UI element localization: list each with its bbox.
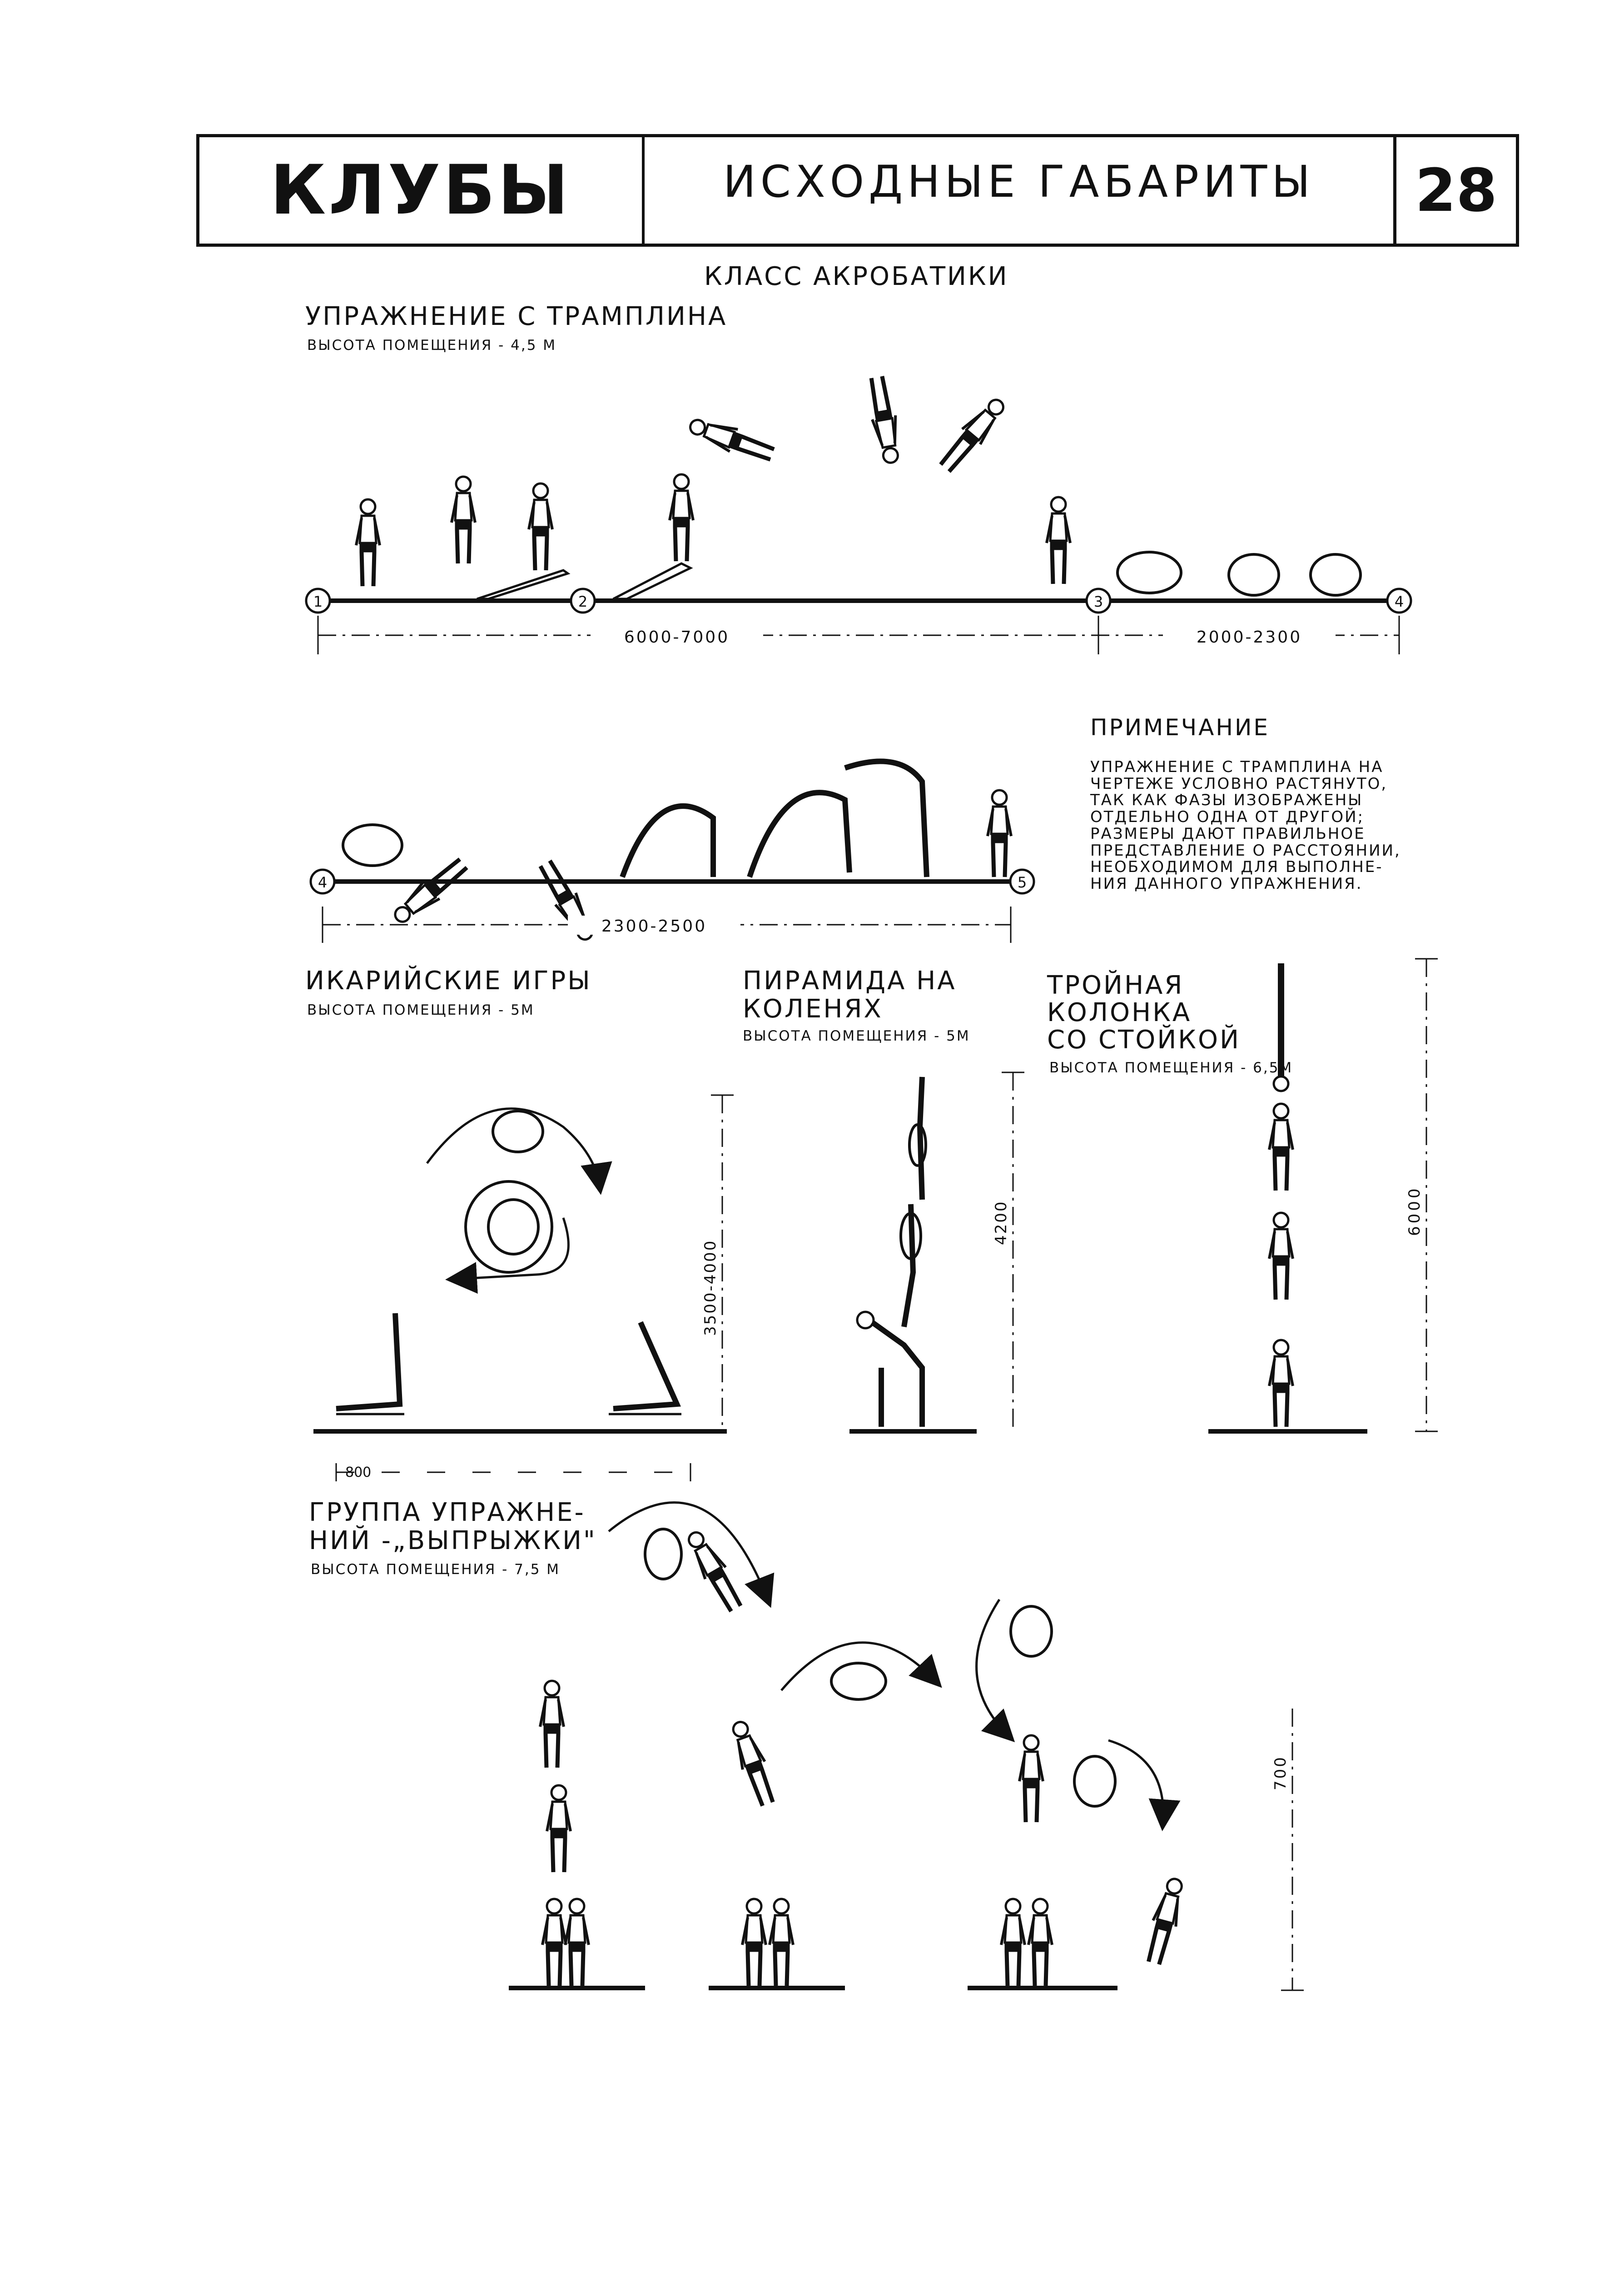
acrobat-figure	[1117, 552, 1181, 593]
acrobat-figure	[1001, 1899, 1025, 1986]
pyramid-title-1: ПИРАМИДА НА	[743, 966, 957, 996]
acrobat-figure	[904, 1204, 913, 1327]
acrobat-figure	[750, 792, 849, 877]
acrobat-figure	[542, 1899, 566, 1986]
dim-label: 4200	[992, 1200, 1010, 1245]
page-number: 28	[1415, 156, 1497, 225]
acrobat-figure	[389, 854, 471, 928]
marker-label: 1	[313, 593, 323, 610]
acrobat-figure	[565, 1899, 589, 1986]
acrobat-figure	[645, 1529, 681, 1579]
acrobat-figure	[857, 1312, 874, 1328]
acrobat-figure	[1047, 497, 1070, 584]
springboard	[477, 570, 568, 599]
acrobat-figure	[488, 1200, 538, 1254]
pyramid-labels	[992, 1200, 1010, 1245]
note-line: РАЗМЕРЫ ДАЮТ ПРАВИЛЬНОЕ	[1090, 824, 1366, 843]
column-height: ВЫСОТА ПОМЕЩЕНИЯ - 6,5М	[1049, 1060, 1293, 1076]
acrobat-figure	[1142, 1876, 1188, 1966]
acrobat-figure	[529, 483, 552, 570]
acrobat-figure	[1274, 1076, 1288, 1091]
acrobat-figure	[1019, 1735, 1043, 1822]
icarian-diagram	[313, 1095, 734, 1481]
dim-label: 6000	[1405, 1186, 1424, 1236]
motion-arrow	[427, 1109, 600, 1186]
note-line: НИЯ ДАННОГО УПРАЖНЕНИЯ.	[1090, 875, 1363, 893]
acrobat-figure	[727, 1719, 779, 1808]
note-title: ПРИМЕЧАНИЕ	[1090, 714, 1270, 741]
note-line: ЧЕРТЕЖЕ УСЛОВНО РАСТЯНУТО,	[1090, 774, 1388, 793]
column-labels	[1405, 1186, 1424, 1236]
marker-label: 4	[318, 874, 328, 891]
note-line: ОТДЕЛЬНО ОДНА ОТ ДРУГОЙ;	[1090, 808, 1365, 827]
acrobat-figure	[988, 790, 1011, 877]
acrobat-figure	[1269, 1213, 1293, 1300]
header-title: КЛУБЫ	[270, 151, 571, 230]
dim-label: 2300-2500	[601, 917, 707, 936]
motion-arrow	[1108, 1740, 1163, 1822]
trampoline-title: УПРАЖНЕНИЕ С ТРАМПЛИНА	[305, 302, 728, 331]
dim-label: 700	[1271, 1755, 1290, 1790]
marker-label: 3	[1093, 593, 1103, 610]
icarian-height: ВЫСОТА ПОМЕЩЕНИЯ - 5М	[307, 1002, 535, 1018]
jumps-title-1: ГРУППА УПРАЖНЕ-	[309, 1498, 586, 1527]
acrobat-figure	[920, 1077, 922, 1200]
acrobat-figure	[1229, 554, 1279, 595]
acrobat-figure	[1311, 554, 1361, 595]
acrobat-figure	[1269, 1104, 1293, 1191]
column-title-2: КОЛОНКА	[1047, 998, 1192, 1027]
acrobat-figure	[336, 1313, 400, 1409]
class-title: КЛАСС АКРОБАТИКИ	[704, 262, 1009, 291]
note-line: ПРЕДСТАВЛЕНИЕ О РАССТОЯНИИ,	[1090, 841, 1401, 860]
motion-arrow	[609, 1502, 768, 1599]
dim-label: 3500-4000	[701, 1239, 720, 1336]
header-subtitle: ИСХОДНЫЕ ГАБАРИТЫ	[723, 156, 1315, 207]
dim-label: 2000-2300	[1196, 628, 1302, 647]
motion-arrow	[781, 1643, 936, 1690]
jumps-title-2: НИЙ -„ВЫПРЫЖКИ"	[309, 1526, 597, 1555]
icarian-title: ИКАРИЙСКИЕ ИГРЫ	[305, 966, 592, 996]
acrobat-figure	[343, 825, 402, 866]
dim-label: 800	[345, 1465, 372, 1480]
acrobat-figure	[1011, 1606, 1052, 1656]
pyramid-diagram	[849, 1072, 1024, 1431]
acrobat-figure	[865, 375, 903, 464]
dim-label: 6000-7000	[624, 628, 730, 647]
acrobat-figure	[936, 394, 1010, 476]
column-title-1: ТРОЙНАЯ	[1047, 971, 1184, 1000]
acrobat-figure	[622, 806, 713, 877]
acrobat-figure	[1074, 1756, 1115, 1806]
jumps-diagram	[509, 1502, 1304, 1990]
acrobat-figure	[540, 1681, 564, 1768]
note-line: ТАК КАК ФАЗЫ ИЗОБРАЖЕНЫ	[1090, 791, 1363, 810]
acrobat-figure	[356, 499, 380, 586]
acrobat-figure	[1028, 1899, 1052, 1986]
trampoline-height: ВЫСОТА ПОМЕЩЕНИЯ - 4,5 М	[307, 337, 557, 354]
motion-arrow	[977, 1599, 1008, 1736]
marker-label: 2	[578, 593, 588, 610]
marker-label: 5	[1017, 874, 1027, 891]
acrobat-figure	[670, 474, 693, 561]
acrobat-figure	[493, 1111, 543, 1152]
acrobat-figure	[845, 761, 927, 877]
acrobat-figure	[687, 414, 776, 465]
acrobat-figure	[613, 1322, 677, 1409]
jumps-height: ВЫСОТА ПОМЕЩЕНИЯ - 7,5 М	[311, 1561, 561, 1578]
note-line: УПРАЖНЕНИЕ С ТРАМПЛИНА НА	[1090, 758, 1384, 776]
trampoline-row1	[306, 375, 1411, 654]
column-title-3: СО СТОЙКОЙ	[1047, 1025, 1241, 1055]
acrobat-figure	[742, 1899, 766, 1986]
acrobat-figure	[770, 1899, 793, 1986]
pyramid-title-2: КОЛЕНЯХ	[743, 994, 883, 1024]
springboard	[613, 563, 690, 599]
acrobat-figure	[452, 477, 475, 563]
acrobat-figure	[1269, 1340, 1293, 1427]
jumps-labels	[1271, 1755, 1290, 1790]
acrobat-figure	[831, 1663, 886, 1699]
note-line: НЕОБХОДИМОМ ДЛЯ ВЫПОЛНЕ-	[1090, 858, 1383, 877]
acrobat-figure	[547, 1785, 571, 1872]
column-diagram	[1208, 959, 1438, 1431]
marker-label: 4	[1394, 593, 1404, 610]
pyramid-height: ВЫСОТА ПОМЕЩЕНИЯ - 5М	[743, 1028, 970, 1044]
